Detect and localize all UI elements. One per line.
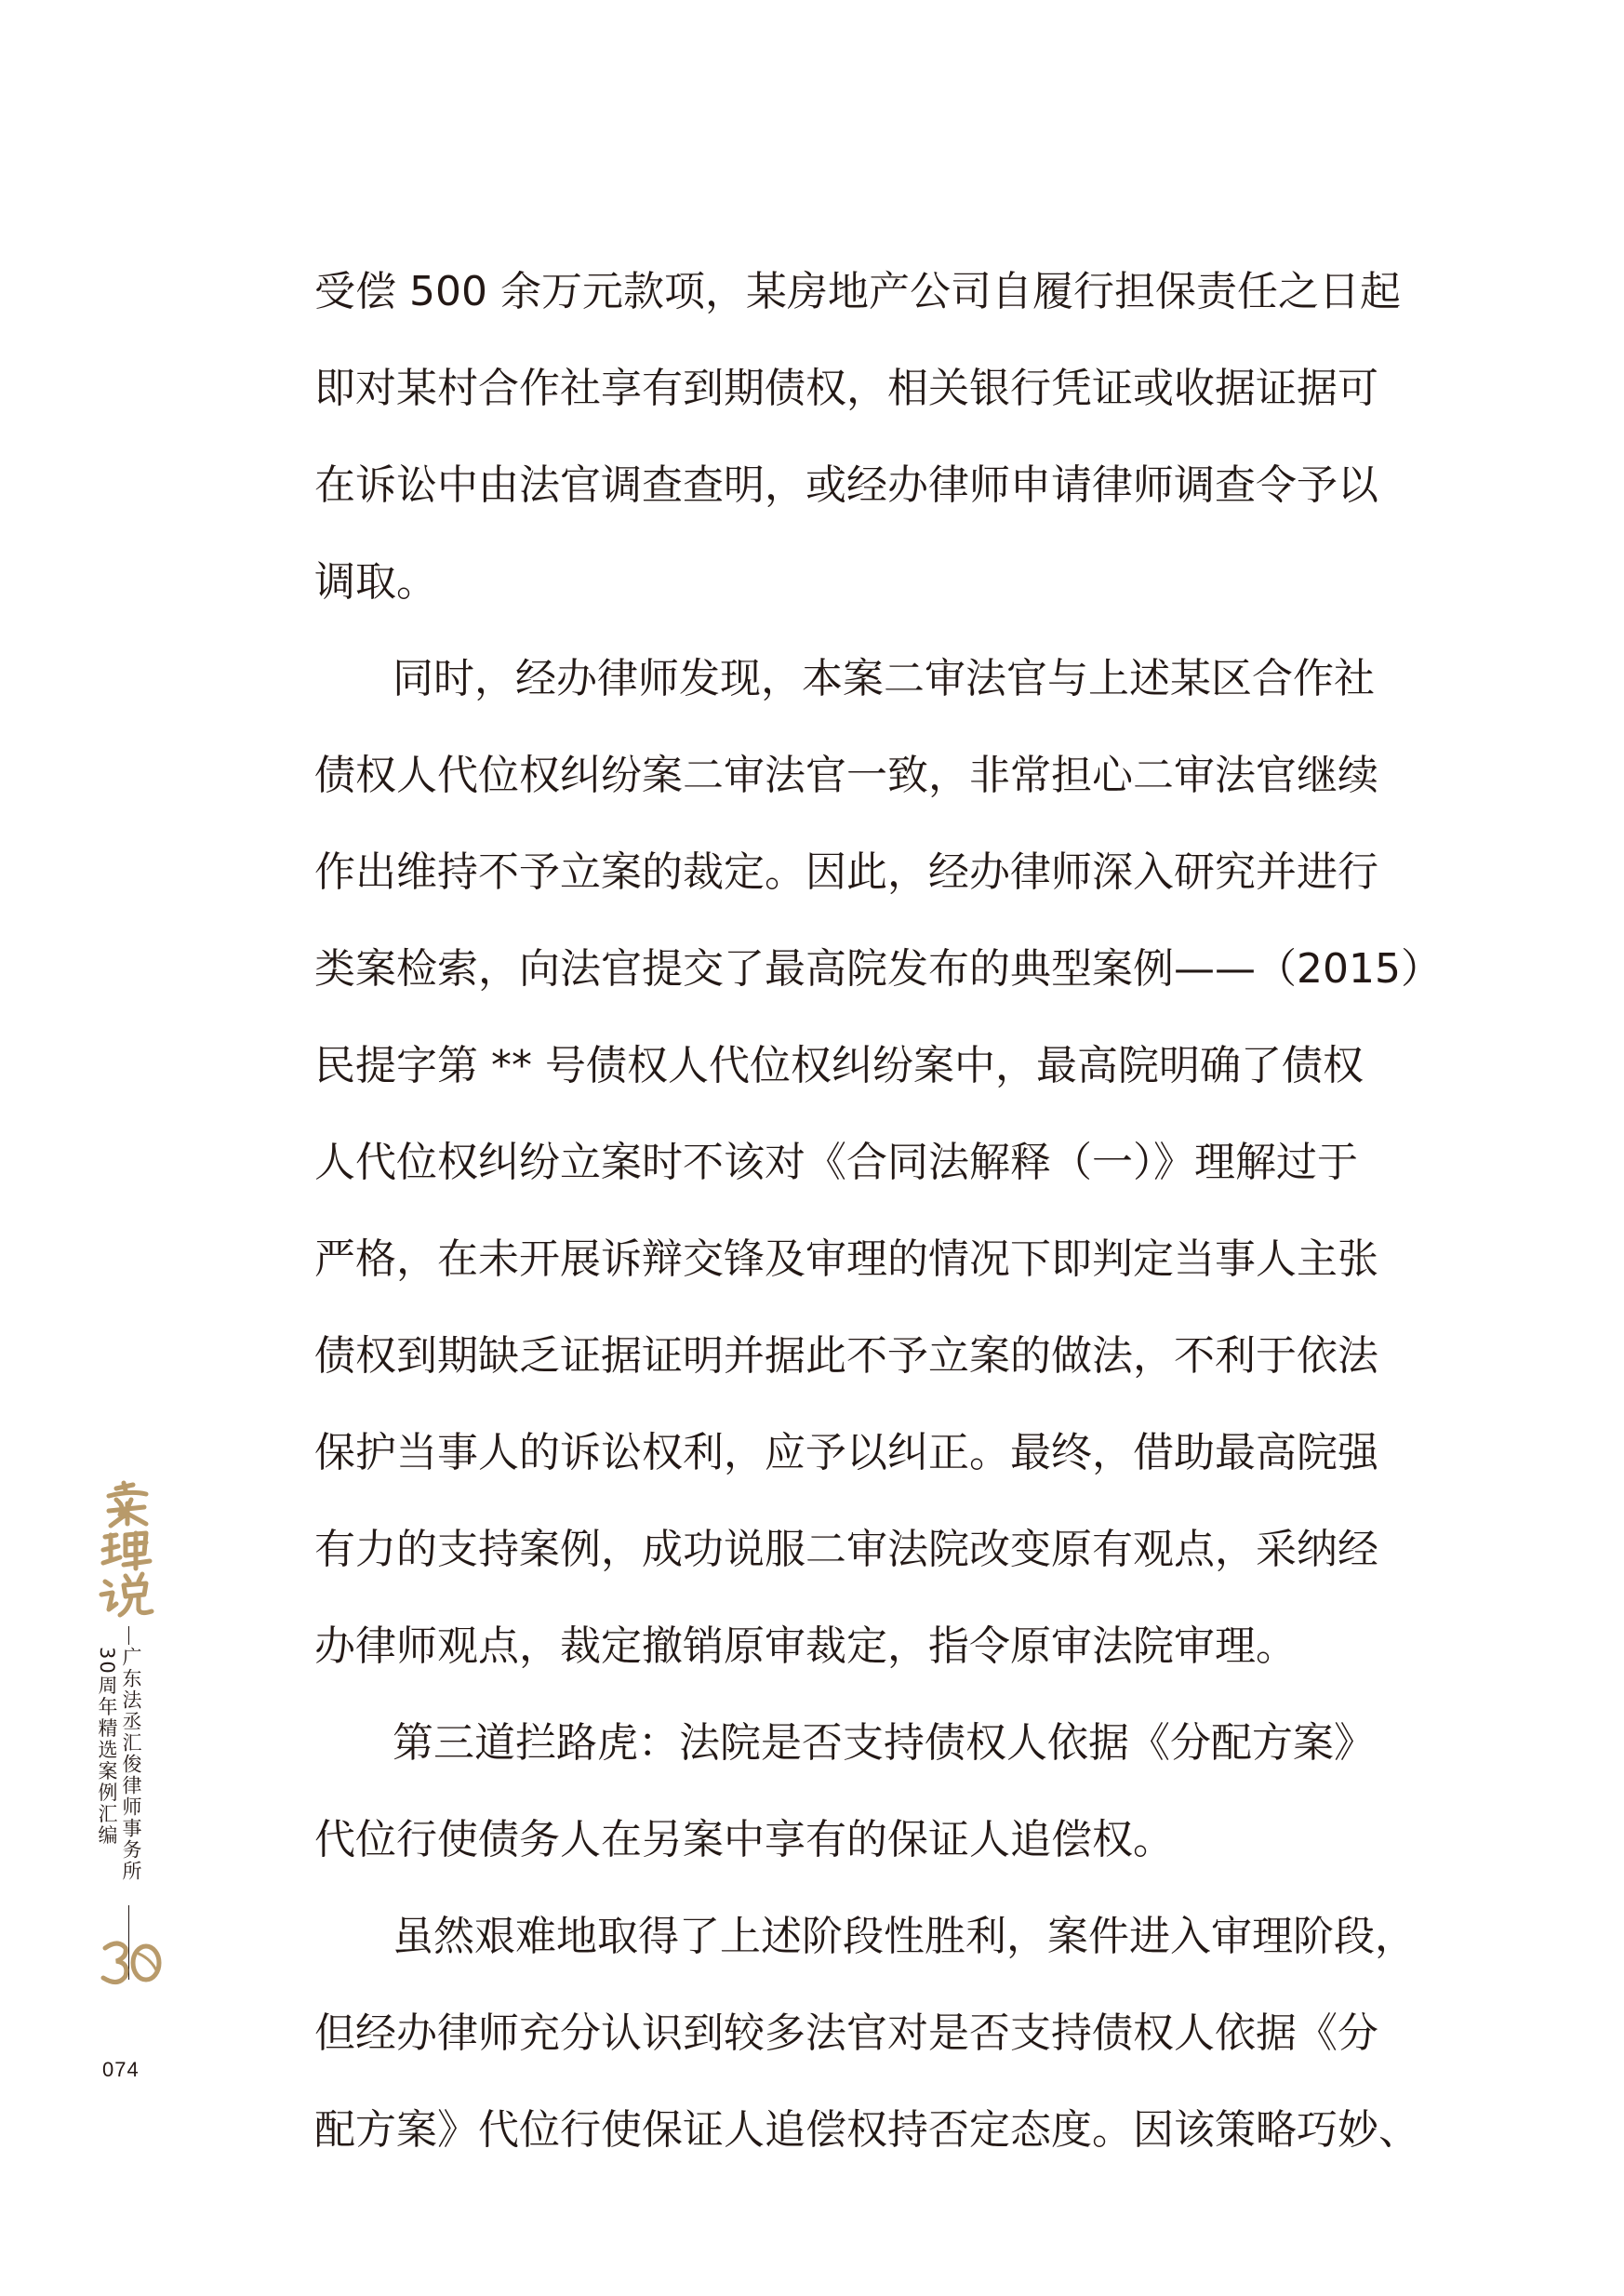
body-line: 办律师观点，裁定撤销原审裁定，指令原审法院审理。 [314,1622,1297,1670]
body-line: 民提字第 ** 号债权人代位权纠纷案中，最高院明确了债权 [314,1042,1364,1089]
body-line: 人代位权纠纷立案时不该对《合同法解释（一）》理解过于 [314,1139,1358,1186]
body-line: 在诉讼中由法官调查查明，或经办律师申请律师调查令予以 [314,461,1378,509]
body-line: 第三道拦路虎：法院是否支持债权人依据《分配方案》 [393,1719,1375,1767]
body-line: 受偿 500 余万元款项，某房地产公司自履行担保责任之日起 [314,268,1401,315]
body-line: 保护当事人的诉讼权利，应予以纠正。最终，借助最高院强 [314,1429,1378,1476]
body-line: 类案检索，向法官提交了最高院发布的典型案例——（2015） [314,945,1442,993]
calligraphy-logo-icon [88,1479,172,1619]
body-line: 债权人代位权纠纷案二审法官一致，非常担心二审法官继续 [314,752,1378,799]
body-line: 配方案》代位行使保证人追偿权持否定态度。因该策略巧妙、 [314,2106,1419,2154]
book-subtitle: 30周年精选案例汇编 [96,1647,118,1847]
anniversary-30-icon [98,1935,172,1991]
body-line: 同时，经办律师发现，本案二审法官与上述某区合作社 [393,655,1375,702]
anniversary-logo [98,1935,172,1991]
body-line: 债权到期缺乏证据证明并据此不予立案的做法，不利于依法 [314,1332,1378,1380]
body-line: 严格，在未开展诉辩交锋及审理的情况下即判定当事人主张 [314,1235,1378,1283]
body-line: 即对某村合作社享有到期债权，相关银行凭证或收据证据可 [314,365,1378,412]
firm-name: 广东法丞汇俊律师事务所 [120,1647,142,1882]
body-line: 代位行使债务人在另案中享有的保证人追偿权。 [314,1816,1174,1863]
body-line: 调取。 [314,558,437,606]
body-line: 有力的支持案例，成功说服二审法院改变原有观点，采纳经 [314,1526,1378,1573]
divider [128,1626,129,1645]
body-text [314,244,1442,2179]
book-title-calligraphy [88,1479,172,1619]
page-number: 074 [102,2058,140,2081]
body-line: 虽然艰难地取得了上述阶段性胜利，案件进入审理阶段， [393,1913,1416,1960]
body-line: 作出维持不予立案的裁定。因此，经办律师深入研究并进行 [314,848,1378,896]
body-line: 但经办律师充分认识到较多法官对是否支持债权人依据《分 [314,2009,1378,2057]
